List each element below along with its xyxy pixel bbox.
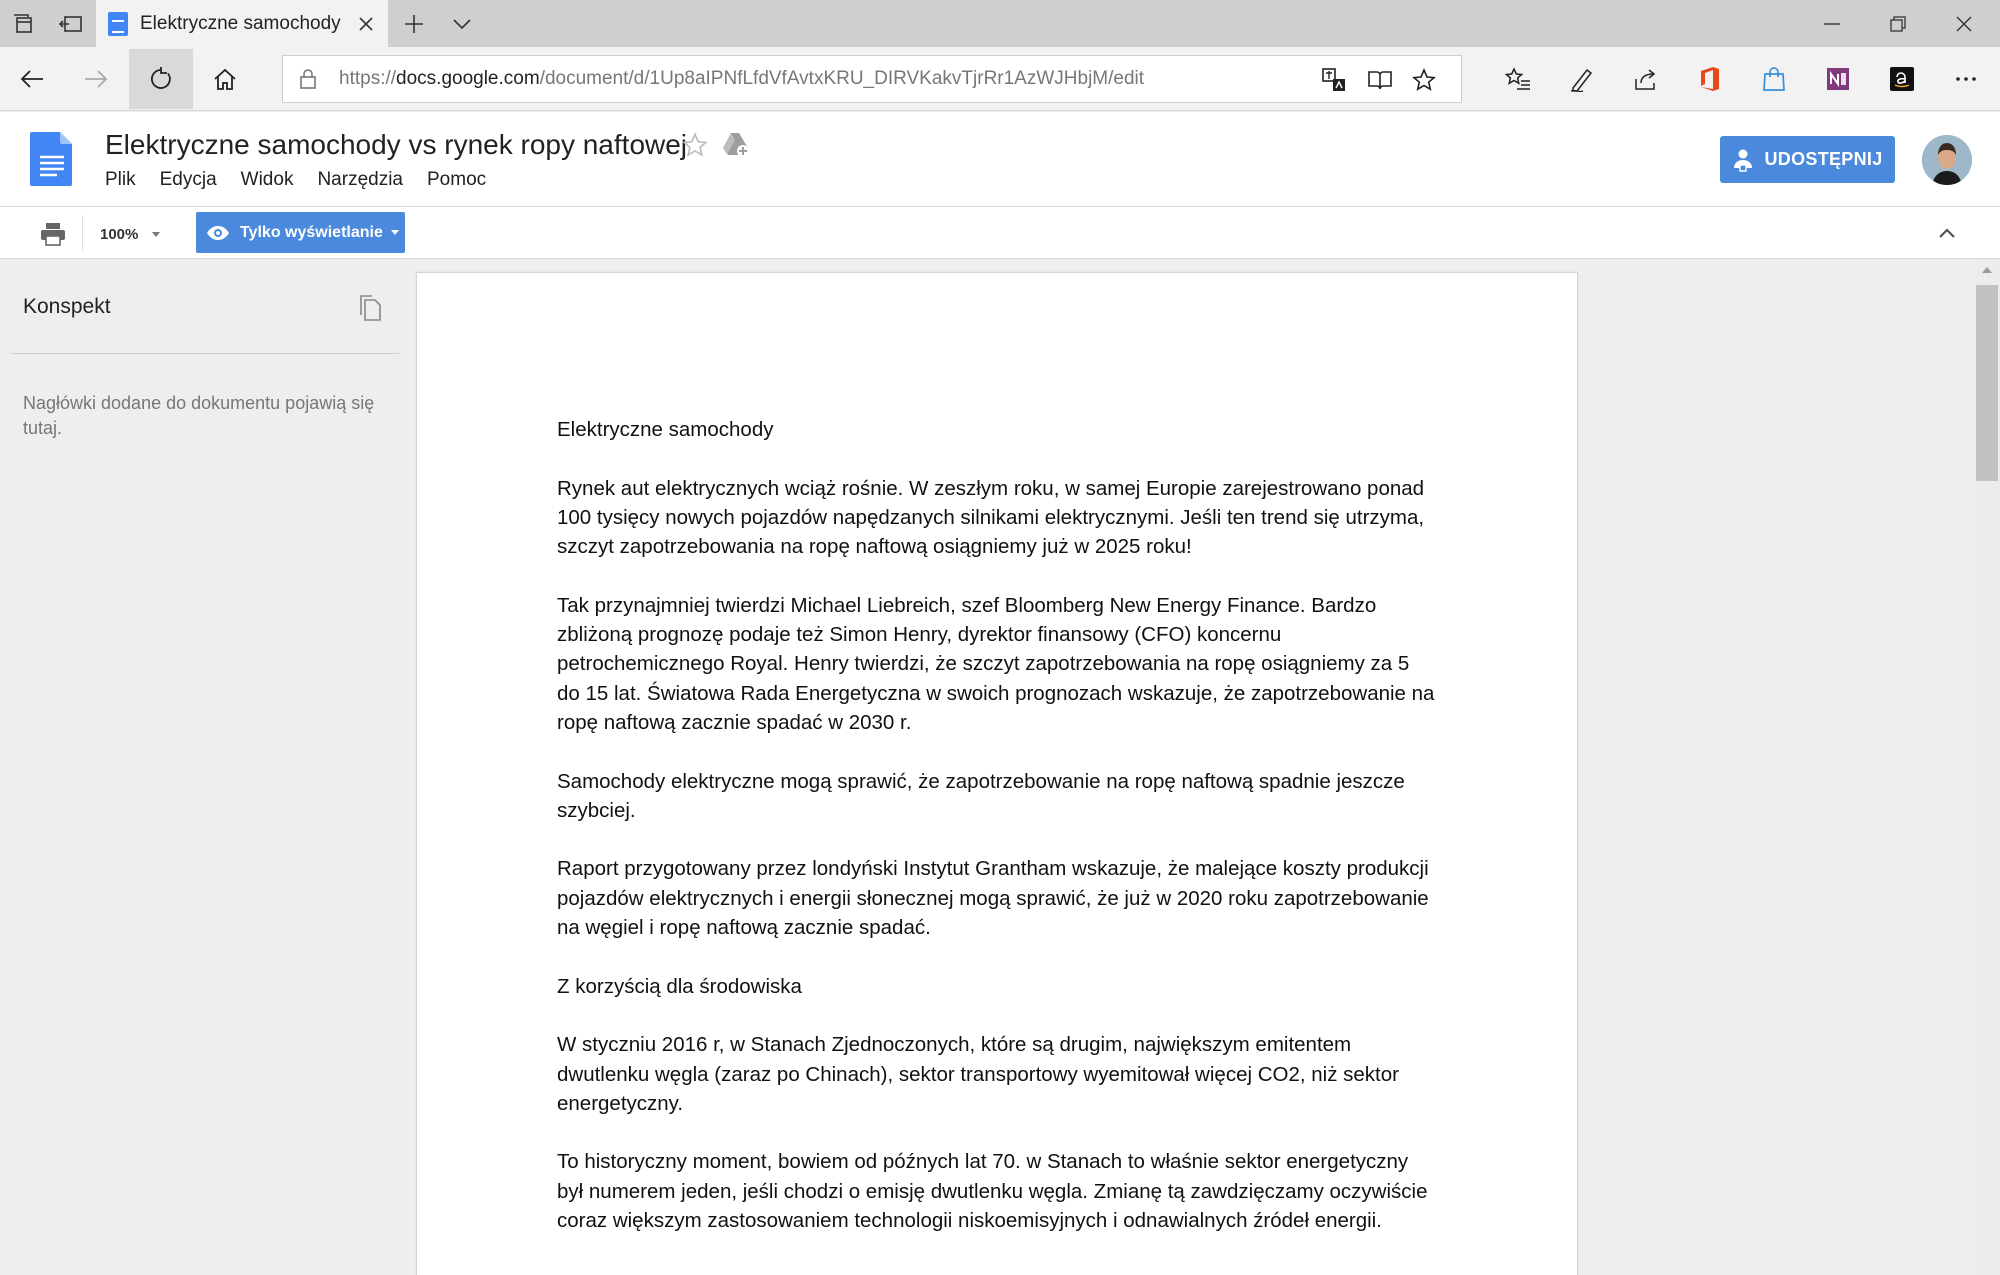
zoom-value: 100% [100, 225, 139, 243]
new-tab-button[interactable] [388, 0, 440, 47]
favorite-star-icon[interactable] [1405, 62, 1443, 98]
menu-plik[interactable]: Plik [105, 169, 136, 190]
paragraph: Tak przynajmniej twierdzi Michael Liebreich, szef Bloomberg New Energy Finance. Bardzo zbliżoną prognozę podaje też Simon Henry, dyrektor finansowy (CFO) koncernu petrochemicznego Royal. Henry twierdzi, że szczyt zapotrzebowania na ropę osiągniemy za 5 do 15 lat. Światowa Rada Energetyczna w swoich prognozach wskazuje, że zapotrzebowanie na ropę naftową zacznie spadać w 2030 r. [557, 593, 1435, 734]
zoom-dropdown-icon [152, 232, 160, 237]
outline-divider [11, 353, 399, 354]
toolbar-divider [82, 215, 83, 251]
share-button-label: UDOSTĘPNIJ [1764, 149, 1883, 169]
minimize-button[interactable] [1800, 0, 1864, 47]
outline-empty-message: Nagłówki dodane do dokumentu pojawią się tutaj. [23, 393, 375, 438]
share-button[interactable] [1720, 136, 1895, 183]
shopping-bag-icon[interactable] [1748, 53, 1800, 105]
refresh-button[interactable] [129, 49, 193, 109]
outline-panel [0, 259, 410, 1275]
scroll-up-arrow-icon[interactable] [1982, 267, 1992, 273]
tabs-aside-icon[interactable] [0, 0, 47, 47]
forward-button[interactable] [64, 49, 128, 109]
eye-icon [206, 225, 230, 241]
vertical-scrollbar[interactable] [1974, 259, 2000, 1275]
view-mode-dropdown-icon [391, 230, 399, 235]
close-window-button[interactable] [1932, 0, 1996, 47]
menu-edycja[interactable]: Edycja [159, 169, 217, 190]
paragraph: To historyczny moment, bowiem od późnych lat 70. w Stanach to właśnie sektor energetyczny był numerem jeden, jeśli chodzi o emisję dwutlenku węgla. Zmianę tą zawdzięczamy oczywiście coraz większym zastosowaniem technologii niskoemisyjnych i odnawialnych źródeł energii. [557, 1150, 1428, 1233]
docs-toolbar [0, 207, 2000, 259]
document-title[interactable]: Elektryczne samochody vs rynek ropy naftowej [105, 129, 688, 160]
paragraph: Rynek aut elektrycznych wciąż rośnie. W zeszłym roku, w samej Europie zarejestrowano ponad 100 tysięcy nowych pojazdów napędzanych silnikami elektrycznymi. Jeśli ten trend się utrzyma, szczyt zapotrzebowania na ropę naftową osiągniemy już w 2025 roku! [557, 476, 1425, 559]
print-icon[interactable] [36, 219, 70, 249]
back-button[interactable] [0, 49, 64, 109]
web-note-pen-icon[interactable] [1556, 53, 1608, 105]
user-avatar[interactable] [1922, 135, 1972, 185]
home-button[interactable] [193, 49, 257, 109]
share-icon[interactable] [1620, 53, 1672, 105]
docs-header [0, 112, 2000, 207]
close-tab-icon[interactable] [352, 10, 380, 38]
document-body [557, 415, 1437, 1265]
tab-list-chevron-icon[interactable] [436, 0, 488, 47]
outline-title: Konspekt [23, 295, 111, 318]
onenote-icon[interactable] [1812, 53, 1864, 105]
outline-document-icon[interactable] [358, 295, 382, 326]
paragraph-heading: Z korzyścią dla środowiska [557, 974, 802, 998]
url-text: https://docs.google.com/document/d/1Up8aIPNfLfdVfAvtxKRU_DIRVKakvTjrRr1AzWJHbjM/edit [339, 68, 1145, 89]
office-icon[interactable] [1684, 53, 1736, 105]
menu-widok[interactable]: Widok [240, 169, 294, 190]
tab-active[interactable] [96, 0, 388, 47]
menu-pomoc[interactable]: Pomoc [427, 169, 487, 190]
docs-menubar [105, 169, 498, 191]
paragraph: W styczniu 2016 r, w Stanach Zjednoczonych, które są drugim, największym emitentem dwutlenku węgla (zaraz po Chinach), sektor transportowy wyemitował więcej CO2, niż sektor energetyczny. [557, 1033, 1399, 1115]
view-mode-button[interactable] [196, 212, 405, 253]
add-to-drive-icon[interactable] [722, 132, 750, 163]
tab-title: Elektryczne samochody [140, 12, 341, 34]
translate-icon[interactable] [1315, 62, 1353, 98]
reading-view-icon[interactable] [1361, 62, 1399, 98]
share-people-icon [1732, 148, 1754, 172]
view-mode-label: Tylko wyświetlanie [240, 223, 383, 241]
paragraph: Raport przygotowany przez londyński Instytut Grantham wskazuje, że malejące koszty produkcji pojazdów elektrycznych i energii słonecznej mogą sprawić, że już w 2020 roku zapotrzebowanie na węgiel i ropę naftową zacznie spadać. [557, 857, 1429, 940]
menu-narzedzia[interactable]: Narzędzia [317, 169, 403, 190]
lock-icon [299, 68, 317, 95]
collapse-chevron-up-icon[interactable] [1932, 219, 1962, 247]
star-icon[interactable] [682, 132, 708, 163]
more-menu-icon[interactable] [1940, 53, 1992, 105]
address-bar[interactable] [282, 55, 1462, 103]
amazon-icon[interactable] [1876, 53, 1928, 105]
google-docs-logo-icon[interactable] [30, 132, 74, 186]
scrollbar-thumb[interactable] [1976, 285, 1998, 481]
tab-preview-icon[interactable] [47, 0, 94, 47]
document-page [416, 272, 1578, 1275]
favorites-hub-icon[interactable] [1492, 53, 1544, 105]
browser-toolbar [0, 47, 2000, 111]
browser-tab-strip [0, 0, 2000, 47]
google-docs-favicon-icon [108, 12, 128, 36]
zoom-select[interactable] [100, 220, 160, 248]
paragraph-heading: Elektryczne samochody [557, 418, 774, 441]
restore-button[interactable] [1866, 0, 1930, 47]
paragraph: Samochody elektryczne mogą sprawić, że zapotrzebowanie na ropę naftową spadnie jeszcze szybciej. [557, 769, 1405, 822]
